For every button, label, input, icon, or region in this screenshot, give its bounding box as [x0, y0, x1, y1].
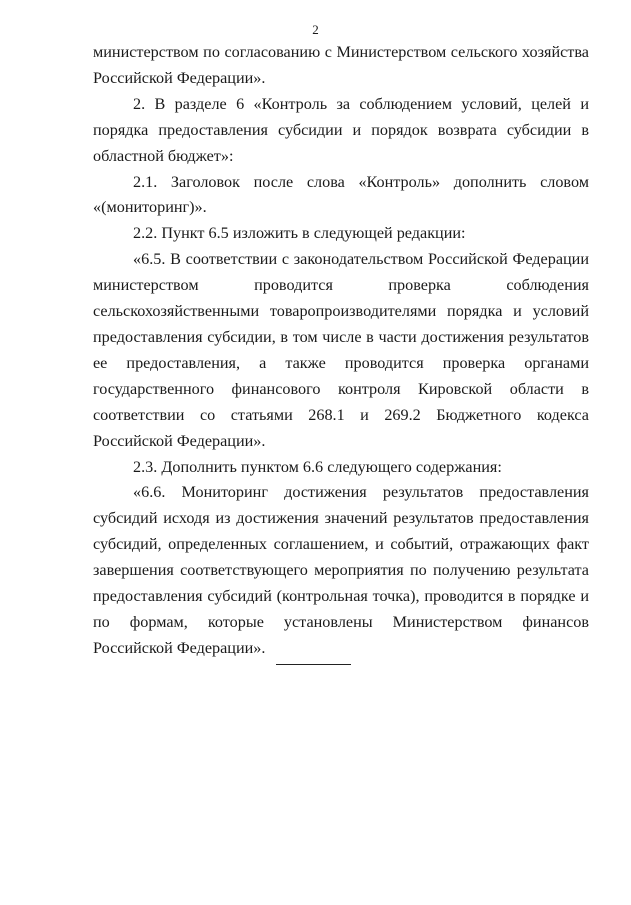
paragraph-2-1: 2.1. Заголовок после слова «Контроль» дополнить словом «(мониторинг)». — [93, 172, 589, 217]
paragraph-section-2: 2. В разделе 6 «Контроль за соблюдением условий, целей и порядка предоставления субсидии и порядок возврата субсидии в областной бюджет»: — [93, 94, 589, 165]
page-number: 2 — [312, 22, 319, 37]
paragraph-6-6: «6.6. Мониторинг достижения результатов предоставления субсидий исходя из достижения значений результатов предоставления субсидий, определенных соглашением, и событий, отражающих факт завершения соответствующего мероприятия по получению результата предоставления субсидий (контрольная точка), проводится в порядке и по формам, которые установлены Министерством финансов Российской Федерации». — [93, 483, 589, 657]
paragraph-continuation: министерством по согласованию с Министерством сельского хозяйства Российской Федерации». — [93, 43, 589, 87]
closing-divider — [276, 664, 351, 665]
paragraph-2-3: 2.3. Дополнить пунктом 6.6 следующего содержания: — [133, 457, 502, 476]
paragraph-2-2: 2.2. Пункт 6.5 изложить в следующей редакции: — [133, 224, 466, 243]
paragraph-6-5: «6.5. В соответствии с законодательством Российской Федерации министерством проводится проверка соблюдения сельскохозяйственными товаропроизводителями порядка и условий предоставления субсидии, в том числе в части достижения результатов ее предоставления, а также проводится проверка органами государственного финансового контроля Кировской области в соответствии со статьями 268.1 и 269.2 Бюджетного кодекса Российской Федерации». — [93, 250, 589, 450]
document-body — [93, 40, 589, 662]
